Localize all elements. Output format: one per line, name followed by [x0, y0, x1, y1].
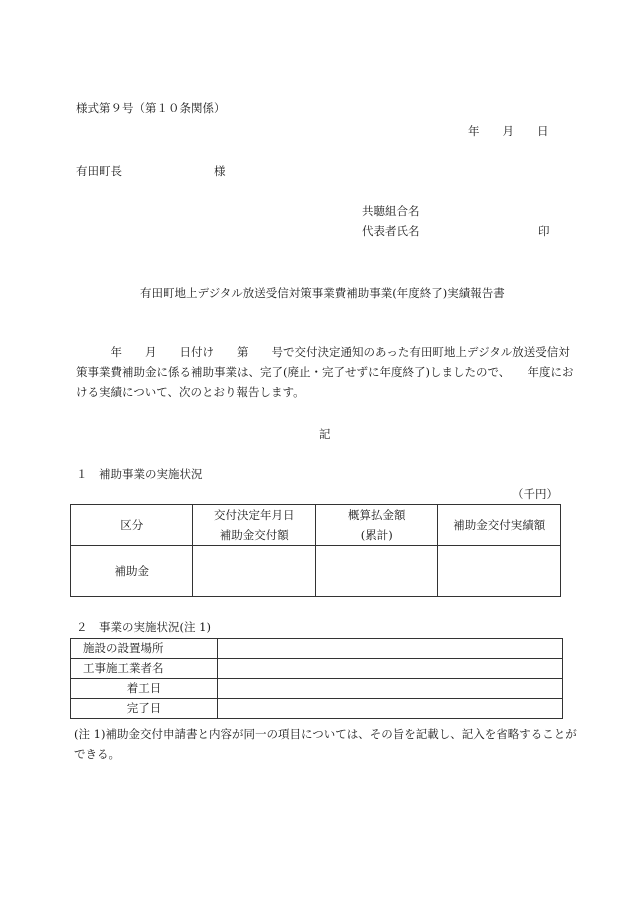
value-facility-location[interactable]	[218, 639, 563, 659]
representative-name-label: 代表者氏名	[362, 224, 420, 238]
label-start-date: 着工日	[71, 679, 218, 699]
label-completion-date: 完了日	[71, 699, 218, 719]
project-status-table	[70, 638, 563, 719]
group-name-label: 共聴組合名	[362, 204, 420, 218]
seal-mark: 印	[538, 224, 550, 238]
cell-estimated-payment[interactable]	[315, 546, 438, 597]
table-header-row	[71, 505, 561, 546]
value-completion-date[interactable]	[218, 699, 563, 719]
implementation-table	[70, 504, 561, 597]
header-category: 区分	[71, 505, 193, 546]
table-row	[71, 659, 563, 679]
header-decision-date: 交付決定年月日 補助金交付額	[193, 505, 315, 546]
footnote: (注 1)補助金交付申請書と内容が同一の項目については、その旨を記載し、記入を省略することができる。	[74, 727, 577, 761]
header-estimated-payment: 概算払金額 (累計)	[315, 505, 438, 546]
table-row	[71, 679, 563, 699]
document-title: 有田町地上デジタル放送受信対策事業費補助事業(年度終了)実績報告書	[140, 286, 505, 300]
table-row	[71, 699, 563, 719]
date-line: 年 月 日	[468, 124, 549, 138]
header-actual-amount: 補助金交付実績額	[438, 505, 561, 546]
label-facility-location: 施設の設置場所	[71, 639, 218, 659]
ki-heading: 記	[319, 427, 331, 441]
value-contractor-name[interactable]	[218, 659, 563, 679]
label-contractor-name: 工事施工業者名	[71, 659, 218, 679]
section1-heading: １ 補助事業の実施状況	[76, 467, 203, 481]
section2-heading: ２ 事業の実施状況(注 1)	[76, 620, 211, 634]
cell-actual-amount[interactable]	[438, 546, 561, 597]
body-paragraph: 年 月 日付け 第 号で交付決定通知のあった有田町地上デジタル放送受信対策事業費補助金に係る補助事業は、完了(廃止・完了せずに年度終了)しましたので、 年度における実績について、次のとおり報告します。	[76, 345, 574, 399]
table-row	[71, 639, 563, 659]
unit-label: （千円）	[512, 487, 558, 501]
table-row	[71, 546, 561, 597]
cell-decision-date[interactable]	[193, 546, 315, 597]
value-start-date[interactable]	[218, 679, 563, 699]
form-number: 様式第９号（第１０条関係）	[76, 101, 226, 115]
addressee: 有田町長 様	[76, 164, 226, 178]
row-label-subsidy: 補助金	[71, 546, 193, 597]
